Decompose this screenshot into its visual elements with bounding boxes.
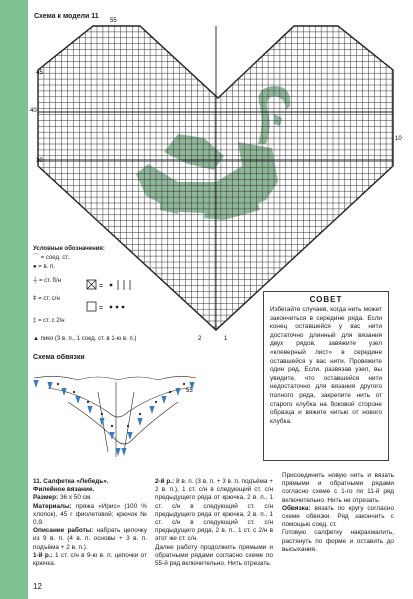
legend-item-chain: ● = в. п. [33, 264, 55, 270]
scheme-title: Схема к модели 11 [34, 13, 99, 20]
axis-label-40: 40 [30, 108, 37, 114]
tip-text: Избегайте случаев, когда нить может закончиться в середине ряда. Если конец оставшейся у вас нити достаточно длинный для вязания двух рядов, завяжите узел «клеверный лист» в середине оставшейся у вас нити. Провяжите один ряд. Если, развязав узел, вы увидите, что оставшейся нити недостаточно для вязания другого полного ряда, закрепите нить от старого клубка на боковой стороне образца и вяжите нитью от нового клубка. [270, 306, 382, 425]
svg-text:=: = [99, 305, 104, 312]
green-page-edge [0, 0, 28, 599]
axis-label-1: 1 [224, 336, 228, 342]
legend-item-dc: ǂ = ст. с/н [33, 296, 60, 302]
continue-text: Далее работу продолжить прямыми и обратными рядами согласно схеме по 55-й ряд включительно. Нить отрезать. [155, 543, 273, 568]
legend-item-picot: ▲ пико (3 в. п., 1 соед. ст. в 1-ю в. п.) [33, 336, 137, 342]
legend-item-slip: ⌒ = соед. ст. [33, 255, 70, 261]
column-1: 11. Салфетка «Лебедь». Филейное вязание. Размер: 36 х 50 см. Материалы: пряжа «Ирис» (100 % хлопок), 45 г фиолетовой; крючок № 0,9. Описание работы: набрать цепочку из 9 в. п. (4 в. п. основы + 3 в. п. подъёма + 2 в. п.). 1-й р.: 1 ст. с/н в 9-ю в. п. цепочки от крючка. [33, 478, 147, 568]
picot-mark [161, 396, 166, 404]
axis-label-top: 55 [110, 18, 117, 24]
legend-item-sc: ┼ = ст. б/н [33, 278, 61, 284]
picot-mark [87, 406, 92, 414]
column-3: Присоединить новую нить и вязать прямыми и обратными рядами согласно схеме с 1-го по 11-й ряд включительно. Нить не отрезать. Обвязка: вязать по кругу согласно схеме обвязки. Ряд закончить с помощью соед. ст. Готовую салфетку накрахмалить, растянуть по форме и оставить до высыхания. [282, 472, 394, 553]
dc-icon: ǂ [33, 296, 37, 302]
picot-mark [109, 432, 114, 440]
axis-label-30: 30 [36, 158, 43, 164]
legend-grid-symbols [84, 278, 144, 320]
axis-label-10: 10 [395, 136, 402, 142]
axis-label-2: 2 [198, 336, 202, 342]
picot-icon: ▲ [33, 336, 39, 342]
svg-text:=: = [99, 283, 104, 290]
edge-row-55: 55 [186, 388, 193, 394]
picot-mark [121, 448, 126, 456]
model-technique: Филейное вязание. [33, 486, 95, 494]
model-title: 11. Салфетка «Лебедь». [33, 478, 109, 485]
finish-text: Готовую салфетку накрахмалить, растянуть по форме и оставить до высыхания. [282, 529, 394, 553]
tr-icon: ‡ [33, 318, 37, 324]
tip-title: СОВЕТ [309, 295, 343, 304]
chain-stitch-icon: ● [33, 264, 37, 270]
picot-mark [149, 406, 154, 414]
legend-item-tr: ‡ = ст. с 2/н [33, 318, 65, 324]
legend-title: Условные обозначения: [33, 246, 105, 252]
sc-icon: ┼ [33, 278, 38, 284]
picot-mark [99, 418, 104, 426]
picot-mark [127, 432, 132, 440]
picot-mark [137, 418, 142, 426]
join-text: Присоединить новую нить и вязать прямыми и обратными рядами согласно схеме с 1-го по 11-й ряд включительно. Нить не отрезать. [282, 472, 394, 504]
picot-mark [33, 380, 38, 388]
axis-label-45: 45 [36, 70, 43, 76]
picot-mark [75, 396, 80, 404]
tip-box [263, 291, 389, 461]
edge-scheme-diagram [28, 362, 208, 474]
slip-stitch-icon: ⌒ [33, 255, 40, 261]
edge-scheme-title: Схема обвязки [33, 354, 85, 361]
page-number: 12 [33, 582, 42, 591]
picot-mark [175, 388, 180, 396]
column-2: 2-й р.: 8 в. п. (3 в. п. + 3 в. п. подъёма + 2 в. п.), 1 ст. с/н в следующий ст. с/н предыдущего ряда от крючка, 2 в. п., 1 ст. с/н в следующий ст. с/н предыдущего ряда от крючка, 2 в. п., 1 ст. с/н в следующий ст. с/н предыдущего ряда, 2 в. п., 1 ст. с 2/н в этот же ст. с/н. Далее работу продолжить прямыми и обратными рядами согласно схеме по 55-й ряд включительно. Нить отрезать. [155, 478, 273, 568]
swan-fill [160, 182, 178, 214]
